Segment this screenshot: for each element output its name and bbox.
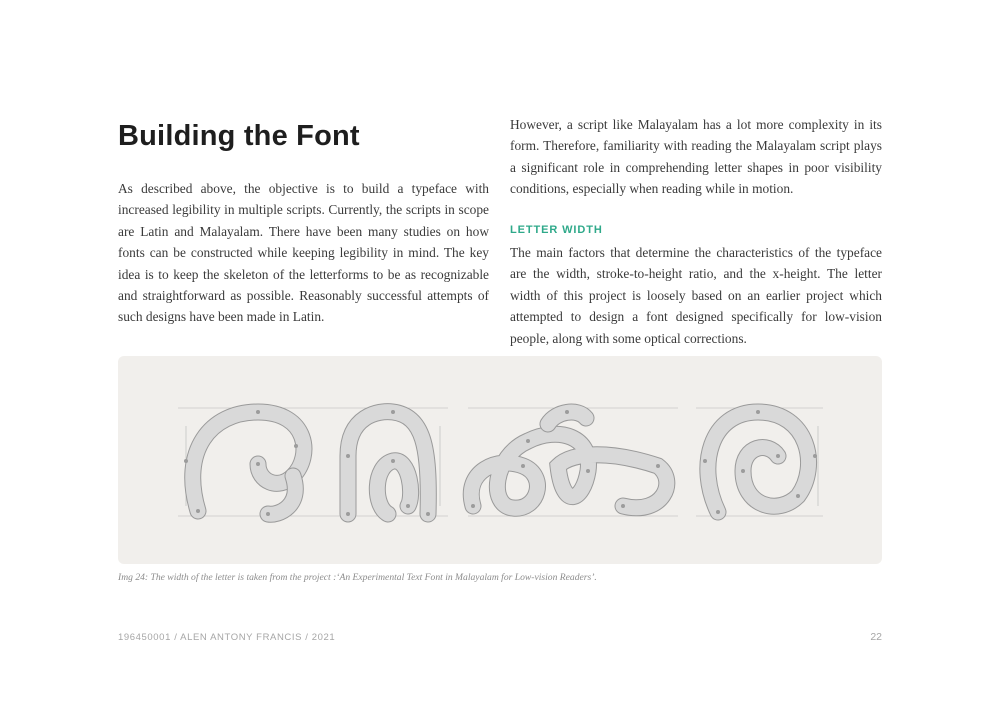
section-subheading: LETTER WIDTH	[510, 224, 603, 236]
glyph-figure	[118, 356, 882, 564]
body-paragraph-right: However, a script like Malayalam has a lot more complexity in its form. Therefore, familiarity with reading the Malayalam script plays a significant role in comprehending letter shapes in poor visibility conditions, especially when reading while in motion.	[510, 117, 882, 197]
page-title: Building the Font	[118, 120, 360, 152]
glyph-ra	[708, 412, 809, 512]
malayalam-glyph-illustration	[118, 356, 882, 564]
page-number: 22	[870, 631, 882, 643]
body-paragraph-letter-width: The main factors that determine the characteristics of the typeface are the width, stroke-to-height ratio, and the x-height. The letter width of this project is loosely based on an earlier project which attempted to design a font designed specifically for low-vision people, along with some optical corrections.	[510, 245, 882, 346]
body-paragraph-left: As described above, the objective is to build a typeface with increased legibility in multiple scripts. Currently, the scripts in scope are Latin and Malayalam. There have been many studies on how fonts can be constructed while keeping legibility in mind. The key idea is to keep the skeleton of the letterforms to be as recognizable and straightforward as possible. Reasonably successful attempts of such designs have been made in Latin.	[118, 181, 489, 325]
page-footer: 196450001 / ALEN ANTONY FRANCIS / 2021	[118, 632, 336, 643]
figure-caption: Img 24: The width of the letter is taken from the project :‘An Experimental Text Font in Malayalam for Low-vision Readers’.	[118, 572, 597, 583]
glyph-ka	[471, 412, 667, 508]
